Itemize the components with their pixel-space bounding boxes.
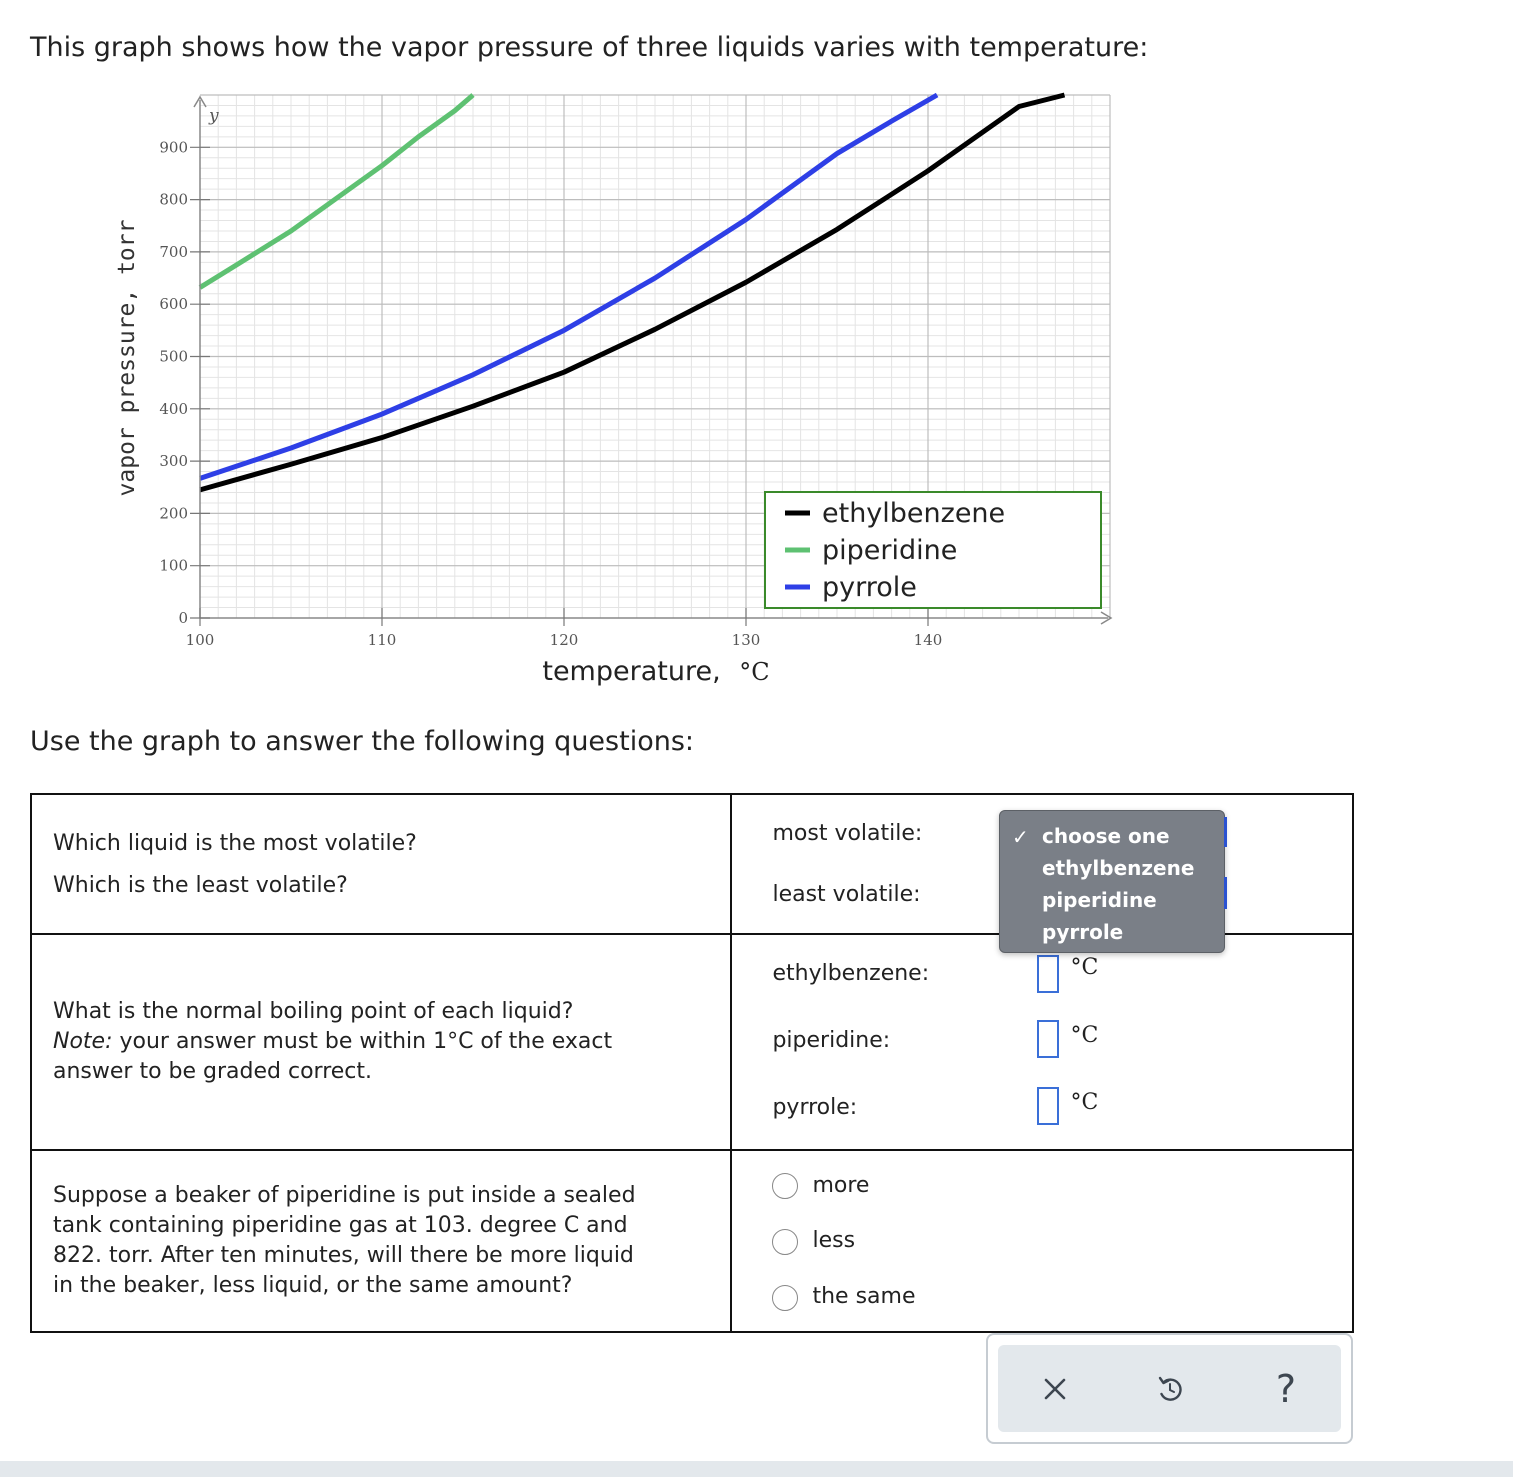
series-piperidine (200, 95, 473, 287)
instructions-text: Use the graph to answer the following questions: (30, 726, 694, 757)
close-icon (1041, 1375, 1069, 1403)
x-tick-label: 110 (367, 631, 397, 649)
boiling-note-line (53, 1027, 612, 1057)
answer-cell-beaker (731, 1150, 1353, 1332)
series-pyrrole (200, 95, 937, 478)
piperidine-label: piperidine: (772, 1028, 891, 1053)
pyrrole-unit: °C (1070, 1090, 1099, 1115)
y-tick-label: 100 (159, 556, 188, 575)
boiling-question-line-3: answer to be graded correct. (53, 1059, 372, 1084)
question-most-volatile: Which liquid is the most volatile? (53, 831, 417, 856)
y-axis-label: vapor pressure, torr (114, 219, 140, 497)
dropdown-option-ethylbenzene[interactable]: ethylbenzene (1042, 856, 1195, 880)
y-tick-label: 200 (159, 504, 188, 523)
help-icon: ? (1275, 1367, 1297, 1411)
x-axis-unit: °C (739, 658, 770, 686)
legend-label-ethylbenzene: ethylbenzene (822, 498, 1006, 529)
y-tick-label: 700 (159, 242, 188, 261)
question-cell-volatility (31, 794, 731, 934)
x-tick-label: 120 (549, 631, 579, 649)
close-button[interactable] (1031, 1365, 1079, 1413)
beaker-question-line: in the beaker, less liquid, or the same amount? (53, 1273, 573, 1298)
x-tick-label: 140 (913, 631, 943, 649)
x-axis-label (542, 656, 769, 687)
radio-more[interactable] (772, 1173, 798, 1199)
beaker-question-line: 822. torr. After ten minutes, will there be more liquid (53, 1243, 634, 1268)
most-volatile-label: most volatile: (772, 821, 923, 846)
note-text: your answer must be within 1°C of the exact (112, 1029, 613, 1054)
intro-text: This graph shows how the vapor pressure of three liquids varies with temperature: (30, 32, 1149, 63)
legend-label-piperidine: piperidine (822, 535, 958, 566)
footer-bar (0, 1461, 1513, 1477)
y-tick-label: 400 (159, 399, 188, 418)
least-volatile-label: least volatile: (772, 882, 921, 907)
select-edge-most (1224, 817, 1227, 847)
legend-label-pyrrole: pyrrole (822, 572, 917, 603)
action-toolbar-inner (998, 1345, 1341, 1432)
radio-less-label[interactable]: less (812, 1228, 856, 1253)
pyrrole-label: pyrrole: (772, 1095, 858, 1120)
y-tick-label: 500 (159, 347, 188, 366)
help-button[interactable] (1262, 1365, 1310, 1413)
beaker-question-line: Suppose a beaker of piperidine is put inside a sealed (53, 1183, 636, 1208)
radio-more-label[interactable]: more (812, 1173, 870, 1198)
radio-less[interactable] (772, 1229, 798, 1255)
chart-series (200, 95, 1065, 490)
ethylbenzene-bp-input[interactable] (1037, 955, 1059, 993)
beaker-question (53, 1181, 636, 1301)
dropdown-option-piperidine[interactable]: piperidine (1042, 888, 1157, 912)
piperidine-bp-input[interactable] (1037, 1020, 1059, 1058)
question-cell-boiling-point (31, 934, 731, 1150)
ethylbenzene-label: ethylbenzene: (772, 961, 930, 986)
pyrrole-bp-input[interactable] (1037, 1087, 1059, 1125)
chart-legend (765, 492, 1101, 608)
x-tick-label: 100 (185, 631, 215, 649)
radio-same[interactable] (772, 1285, 798, 1311)
x-axis-label-text: temperature, (542, 656, 721, 687)
beaker-question-line: tank containing piperidine gas at 103. degree C and (53, 1213, 628, 1238)
question-cell-beaker (31, 1150, 731, 1332)
radio-same-label[interactable]: the same (812, 1284, 916, 1309)
undo-button[interactable] (1146, 1365, 1194, 1413)
y-tick-label: 800 (159, 190, 188, 209)
y-tick-label: 900 (159, 138, 188, 157)
note-label: Note: (53, 1029, 113, 1054)
x-tick-label: 130 (731, 631, 761, 649)
ethylbenzene-unit: °C (1070, 955, 1099, 980)
y-axis-letter: y (209, 106, 219, 126)
check-icon: ✓ (1012, 825, 1029, 849)
question-least-volatile: Which is the least volatile? (53, 873, 348, 898)
boiling-question-line: What is the normal boiling point of each liquid? (53, 999, 574, 1024)
dropdown-option-choose-one[interactable]: choose one (1042, 824, 1170, 848)
y-tick-label: 0 (178, 609, 188, 627)
volatility-dropdown-menu[interactable] (999, 810, 1225, 953)
piperidine-unit: °C (1070, 1023, 1099, 1048)
dropdown-option-pyrrole[interactable]: pyrrole (1042, 920, 1124, 944)
action-toolbar (986, 1333, 1353, 1444)
y-tick-label: 300 (159, 452, 188, 471)
vapor-pressure-chart (0, 80, 1160, 700)
undo-icon (1154, 1373, 1186, 1405)
y-tick-label: 600 (159, 295, 188, 314)
answer-cell-boiling-point (731, 934, 1353, 1150)
select-edge-least (1224, 877, 1227, 909)
boiling-point-question (53, 997, 612, 1087)
